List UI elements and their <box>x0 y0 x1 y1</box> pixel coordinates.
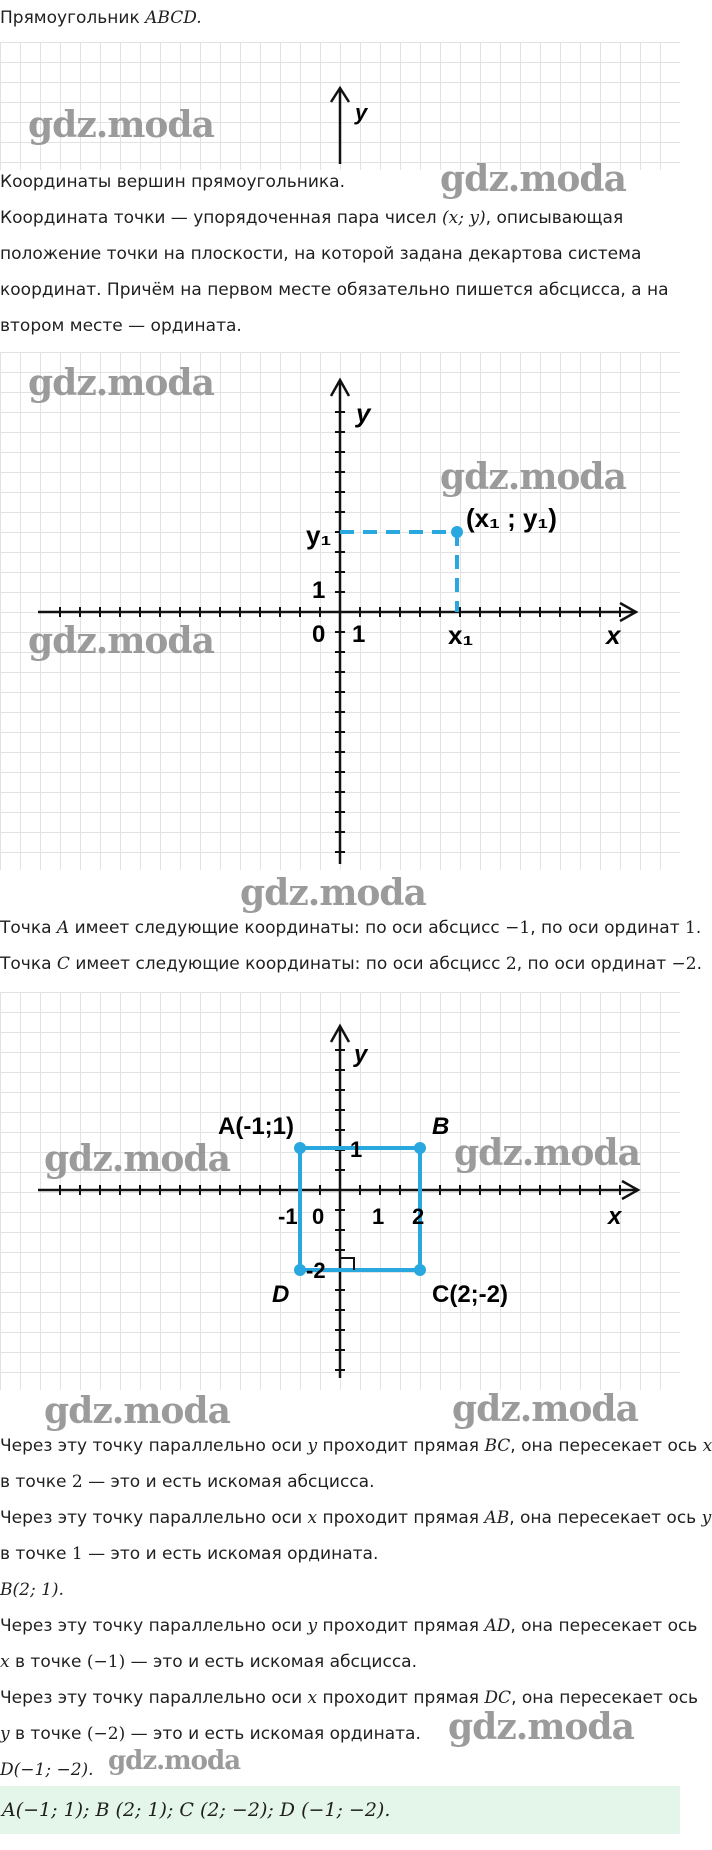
axis-y-label: y <box>356 398 371 428</box>
step-1-line-2: в точке 2 — это и есть искомая абсцисса. <box>0 1472 375 1492</box>
definition-line-3: координат. Причём на первом месте обязательно пишется абсцисса, а на <box>0 280 669 300</box>
label-b: B <box>432 1113 450 1140</box>
step-1-line-1: Через эту точку параллельно оси y проходит прямая BC, она пересекает ось x <box>0 1436 712 1456</box>
step-4-line-2: y в точке (−2) — это и есть искомая ордината. <box>0 1724 421 1744</box>
step-2-line-1: Через эту точку параллельно оси x проходит прямая AB, она пересекает ось y <box>0 1508 712 1528</box>
step-3-line-1: Через эту точку параллельно оси y проходит прямая AD, она пересекает ось <box>0 1616 698 1636</box>
axis-x-label: x <box>608 1203 622 1230</box>
watermark: gdz.moda <box>44 1138 230 1180</box>
tick-label-0: 0 <box>312 621 326 648</box>
figure-3-grid <box>0 992 680 1390</box>
definition-line-2: положение точки на плоскости, на которой задана декартова система <box>0 244 642 264</box>
watermark: gdz.moda <box>28 104 214 146</box>
axis-y-label: y <box>354 1041 368 1068</box>
point-c-sentence: Точка C имеет следующие координаты: по оси абсцисс 2, по оси ординат −2. <box>0 954 702 974</box>
point-d <box>294 1264 306 1276</box>
watermark: gdz.moda <box>28 620 214 662</box>
watermark: gdz.moda <box>452 1388 638 1430</box>
answer-box <box>0 1786 680 1834</box>
watermark: gdz.moda <box>108 1746 241 1776</box>
point-x1-y1 <box>451 526 463 538</box>
point-c <box>414 1264 426 1276</box>
point-b-result: B(2; 1). <box>0 1580 64 1600</box>
definition-line-4: втором месте — ордината. <box>0 316 242 336</box>
tick-label-y1: y₁ <box>306 520 332 550</box>
tick-label-2-x: 2 <box>412 1204 425 1229</box>
watermark: gdz.moda <box>440 158 626 200</box>
tick-label-0: 0 <box>312 1204 325 1229</box>
tick-label-1-x: 1 <box>372 1204 385 1229</box>
step-3-line-2: x в точке (−1) — это и есть искомая абсцисса. <box>0 1652 417 1672</box>
point-label: (x₁ ; y₁) <box>466 503 557 533</box>
label-a: A(-1;1) <box>218 1113 294 1140</box>
tick-label-x1: x₁ <box>448 620 474 650</box>
watermark: gdz.moda <box>454 1132 640 1174</box>
title: Прямоугольник ABCD. <box>0 8 202 28</box>
tick-label-minus2-y: -2 <box>306 1258 326 1283</box>
figure-3-plane <box>0 992 680 1390</box>
step-4-line-1: Через эту точку параллельно оси x проходит прямая DC, она пересекает ось <box>0 1688 699 1708</box>
point-b <box>414 1142 426 1154</box>
label-c: C(2;-2) <box>432 1281 508 1308</box>
figure-2-plane <box>0 352 680 870</box>
tick-label-minus1-x: -1 <box>278 1204 298 1229</box>
watermark: gdz.moda <box>440 456 626 498</box>
answer-text: A(−1; 1); B (2; 1); C (2; −2); D (−1; −2). <box>2 1799 391 1821</box>
watermark: gdz.moda <box>240 872 426 914</box>
point-a-sentence: Точка A имеет следующие координаты: по оси абсцисс −1, по оси ординат 1. <box>0 918 702 938</box>
tick-label-1-x: 1 <box>352 621 366 648</box>
watermark: gdz.moda <box>448 1706 634 1748</box>
axis-x-label: x <box>606 620 621 650</box>
label-d: D <box>272 1281 290 1308</box>
figure-2-grid <box>0 352 680 870</box>
watermark: gdz.moda <box>28 362 214 404</box>
step-2-line-2: в точке 1 — это и есть искомая ордината. <box>0 1544 379 1564</box>
coords-heading: Координаты вершин прямоугольника. <box>0 172 346 192</box>
tick-label-1-y: 1 <box>312 577 326 604</box>
tick-label-1-y: 1 <box>350 1137 363 1162</box>
point-a <box>294 1142 306 1154</box>
definition-line-1: Координата точки — упорядоченная пара чисел (x; y), описывающая <box>0 208 624 228</box>
fig1-axis-y-label: y <box>355 100 368 125</box>
watermark: gdz.moda <box>44 1390 230 1432</box>
point-d-result: D(−1; −2). <box>0 1760 94 1780</box>
